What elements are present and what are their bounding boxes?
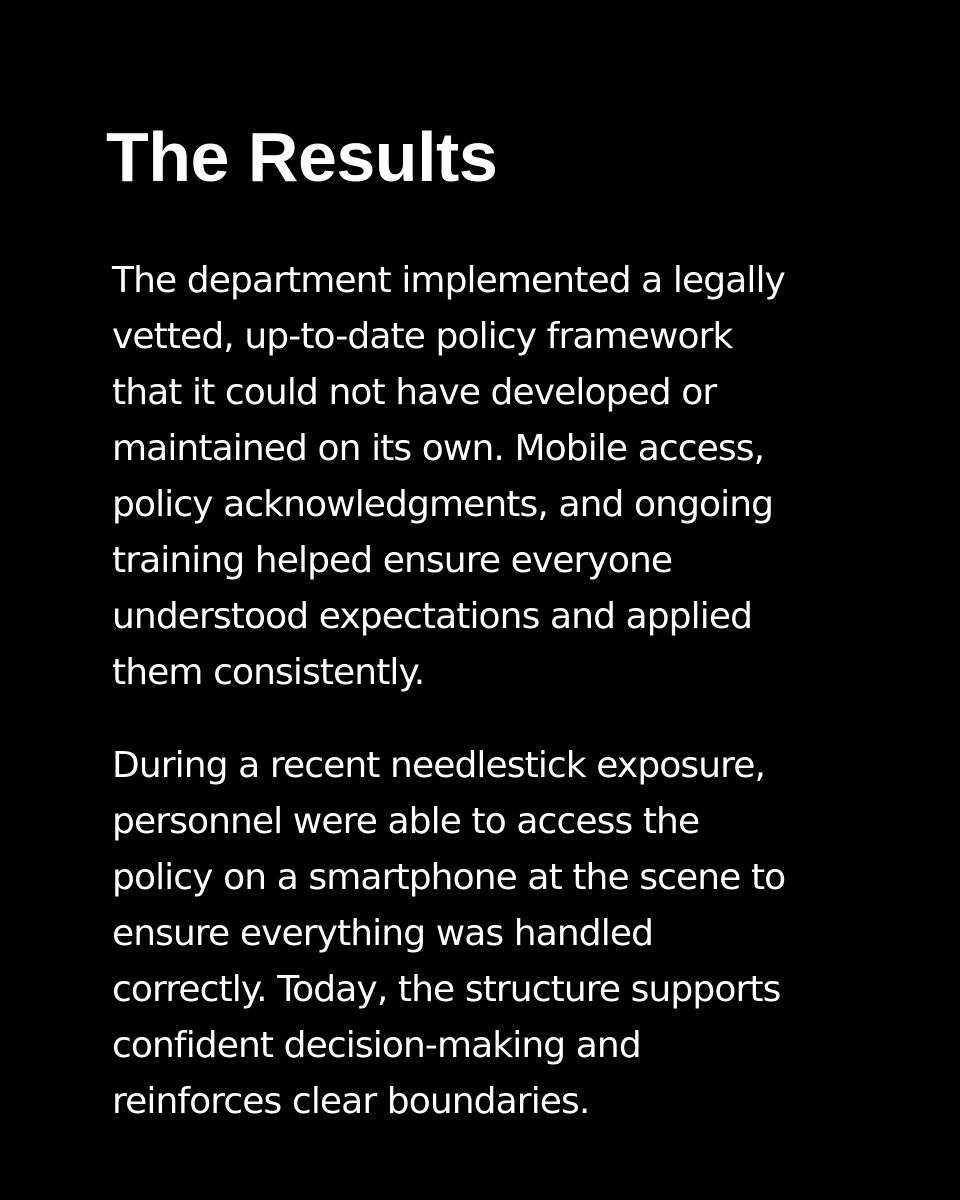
paragraph-line: policy on a smartphone at the scene to [112, 857, 786, 898]
paragraph-line: maintained on its own. Mobile access, [112, 428, 765, 469]
paragraph-line: personnel were able to access the [112, 801, 700, 842]
paragraph-line: that it could not have developed or [112, 372, 717, 413]
paragraph-line: confident decision-making and [112, 1025, 641, 1066]
paragraph-line: During a recent needlestick exposure, [112, 745, 766, 786]
paragraph-line: correctly. Today, the structure supports [112, 969, 781, 1010]
results-paragraph-1 [112, 253, 892, 701]
paragraph-line: reinforces clear boundaries. [112, 1081, 590, 1122]
paragraph-line: ensure everything was handled [112, 913, 654, 954]
paragraph-line: training helped ensure everyone [112, 540, 673, 581]
paragraph-line: The department implemented a legally [112, 260, 785, 301]
page-title: The Results [106, 118, 498, 196]
paragraph-line: policy acknowledgments, and ongoing [112, 484, 774, 525]
paragraph-line: understood expectations and applied [112, 596, 753, 637]
paragraph-line: them consistently. [112, 652, 425, 693]
results-paragraph-2 [112, 738, 892, 1130]
paragraph-line: vetted, up-to-date policy framework [112, 316, 733, 357]
